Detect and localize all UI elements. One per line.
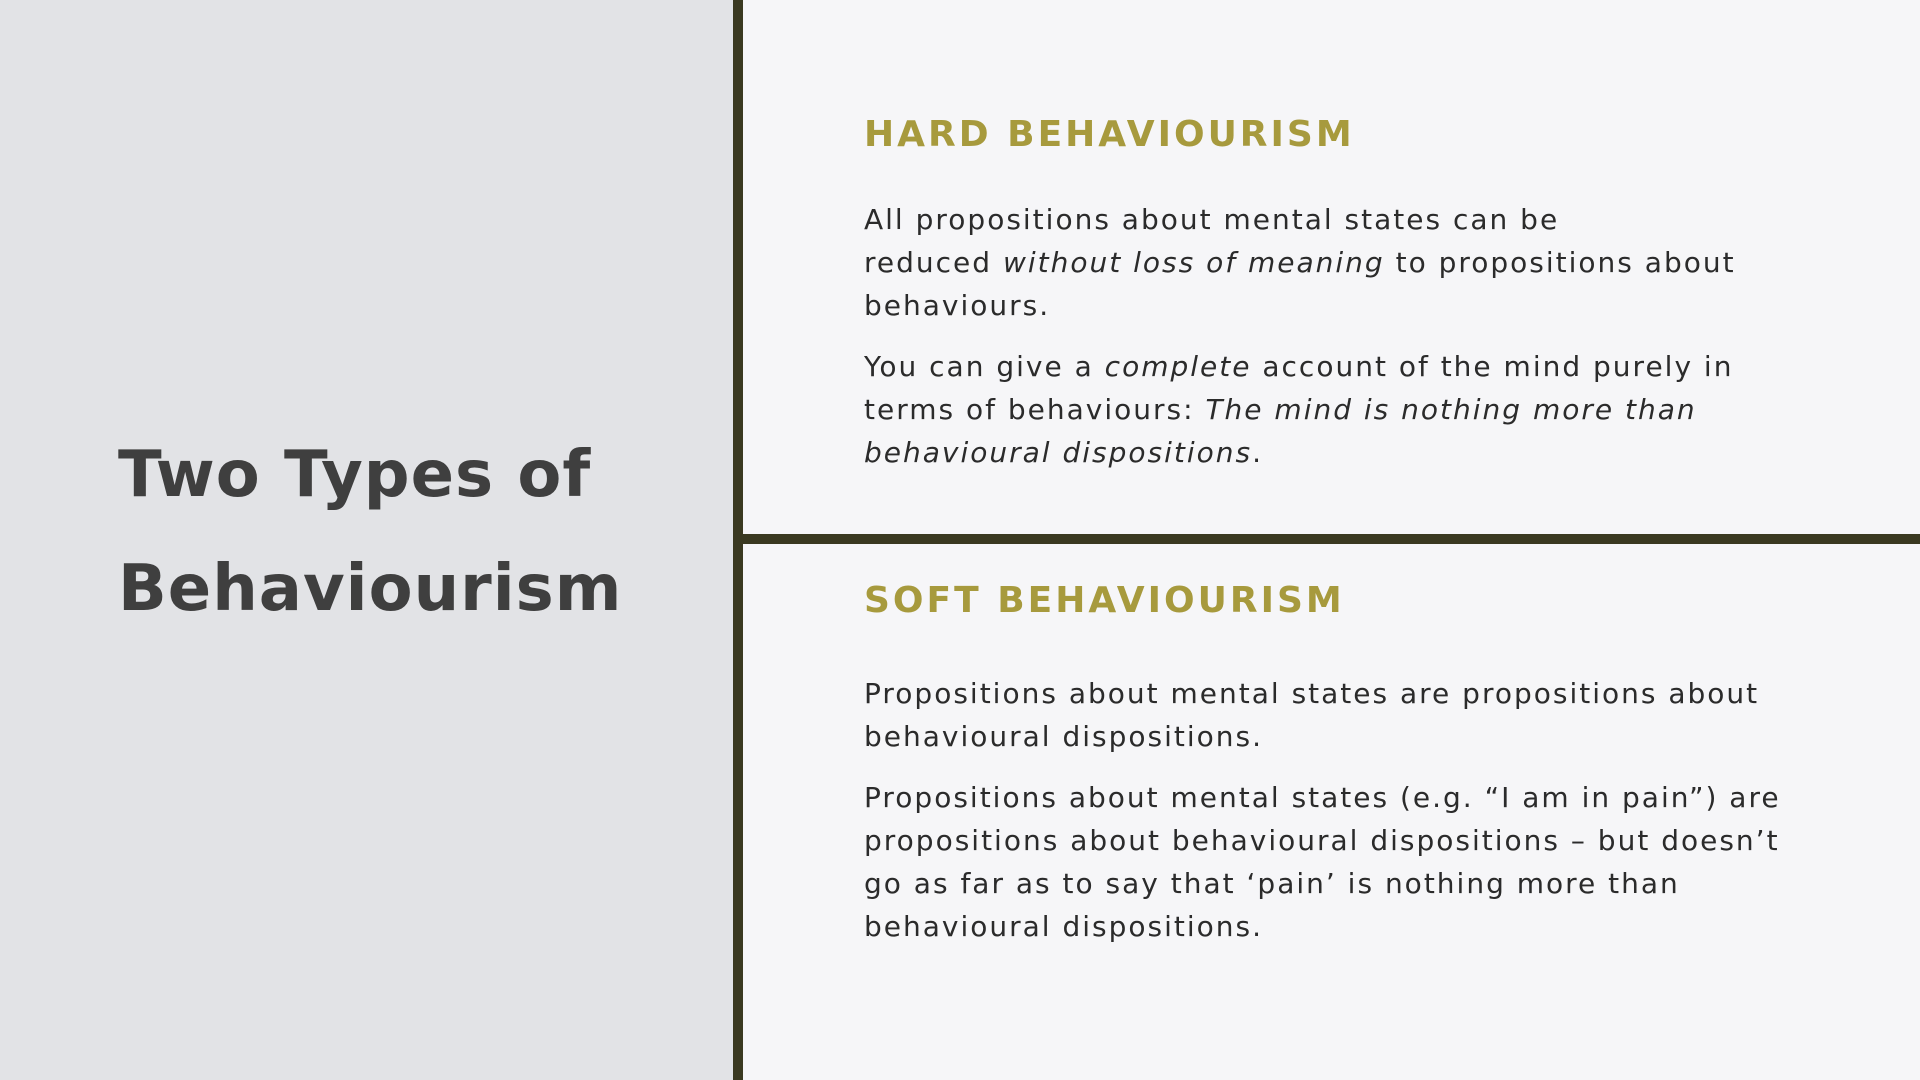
soft-behaviourism-paragraph-1 — [864, 672, 1824, 758]
text-line — [864, 431, 1824, 474]
slide-title-line-1: Two Types of — [118, 438, 592, 512]
hard-behaviourism-section — [864, 112, 1824, 474]
text-line: Propositions about mental states are propositions about — [864, 677, 1760, 710]
text-run: You can give a — [864, 350, 1105, 383]
hard-behaviourism-paragraph-2 — [864, 345, 1824, 474]
text-run: to propositions about — [1384, 246, 1736, 279]
soft-behaviourism-section — [864, 578, 1824, 948]
hard-behaviourism-heading: HARD BEHAVIOURISM — [864, 114, 1355, 155]
slide-title — [118, 418, 718, 646]
hard-behaviourism-paragraph-1 — [864, 198, 1824, 327]
text-run: reduced — [864, 246, 1003, 279]
text-line — [864, 345, 1824, 388]
soft-behaviourism-heading: SOFT BEHAVIOURISM — [864, 580, 1345, 621]
text-run: account of the mind purely in — [1251, 350, 1734, 383]
emphasis-text: complete — [1104, 350, 1252, 383]
horizontal-divider — [743, 534, 1920, 544]
emphasis-text: without loss of meaning — [1002, 246, 1385, 279]
text-line: behavioural dispositions. — [864, 720, 1264, 753]
text-run: terms of behaviours: — [864, 393, 1206, 426]
text-line: behavioural dispositions. — [864, 910, 1264, 943]
vertical-divider — [733, 0, 743, 1080]
text-line — [864, 388, 1824, 431]
text-line: behaviours. — [864, 289, 1051, 322]
emphasis-text: behavioural dispositions — [864, 436, 1253, 469]
text-line — [864, 241, 1824, 284]
left-panel — [0, 0, 733, 1080]
soft-behaviourism-paragraph-2 — [864, 776, 1824, 948]
text-line: go as far as to say that ‘pain’ is nothing more than — [864, 867, 1680, 900]
text-line: All propositions about mental states can be — [864, 203, 1560, 236]
text-line: propositions about behavioural dispositions – but doesn’t — [864, 824, 1780, 857]
text-line: Propositions about mental states (e.g. “I am in pain”) are — [864, 781, 1781, 814]
text-run: . — [1252, 436, 1264, 469]
emphasis-text: The mind is nothing more than — [1205, 393, 1697, 426]
slide-title-line-2: Behaviourism — [118, 552, 623, 626]
